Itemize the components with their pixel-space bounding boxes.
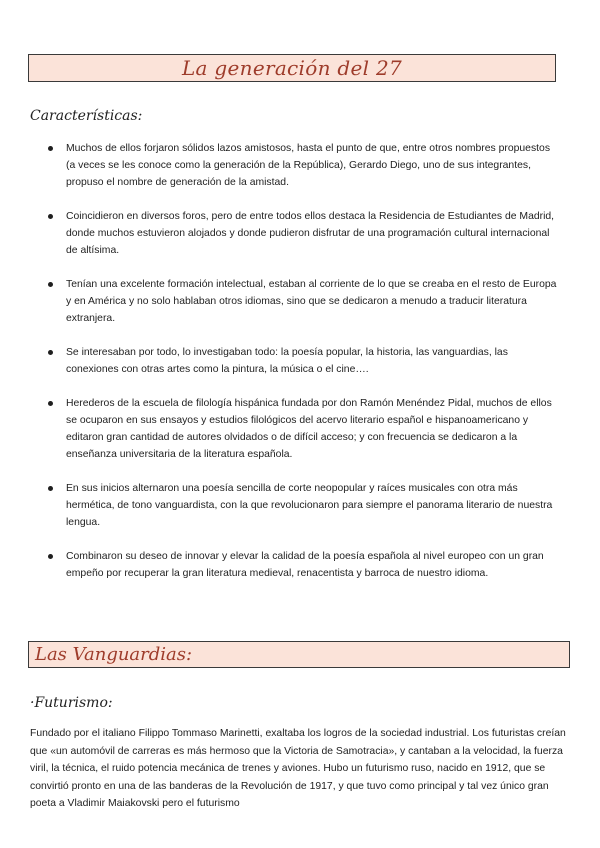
characteristics-list [42, 140, 562, 599]
list-item-text: En sus inicios alternaron una poesía sencilla de corte neopopular y raíces musicales con otra más hermética, de tono vanguardista, con la que revolucionaron para siempre el panorama literario de nuestra lengua. [66, 483, 553, 528]
bullet-dot-icon [48, 350, 53, 355]
section-title: Las Vanguardias: [35, 644, 193, 665]
bullet-dot-icon [48, 282, 53, 287]
list-item [42, 276, 562, 327]
list-item-text: Muchos de ellos forjaron sólidos lazos amistosos, hasta el punto de que, entre otros nombres propuestos (a veces se les conoce como la generación de la República), Gerardo Diego, uno de sus integrantes, propuso el nombre de generación de la amistad. [66, 143, 551, 188]
bullet-dot-icon [48, 146, 53, 151]
characteristics-heading: Características: [30, 108, 143, 124]
list-item [42, 344, 562, 378]
list-item [42, 395, 562, 463]
bullet-dot-icon [48, 486, 53, 491]
futurismo-heading: ·Futurismo: [30, 695, 113, 711]
list-item [42, 140, 562, 191]
futurismo-paragraph: Fundado por el italiano Filippo Tommaso Marinetti, exaltaba los logros de la sociedad industrial. Los futuristas creían que «un automóvil de carreras es más hermoso que la Victoria de Samotracia», y cantaban a la velocidad, la fuerza viril, la técnica, el ruido potencia mecánica de trenes y aviones. Hubo un futurismo ruso, nacido en 1912, que se convirtió pronto en una de las banderas de la Revolución de 1917, y que tuvo como principal y tal vez único gran poeta a Vladimir Maiakovski pero el futurismo [30, 728, 566, 810]
list-item [42, 208, 562, 259]
page-title: La generación del 27 [181, 56, 403, 80]
list-item [42, 480, 562, 531]
list-item [42, 548, 562, 582]
list-item-text: Herederos de la escuela de filología hispánica fundada por don Ramón Menéndez Pidal, muchos de ellos se ocuparon en sus ensayos y estudios filológicos del acervo literario español e hispanoamericano y editaron gran cantidad de autores olvidados o de difícil acceso; y con frecuencia se dedicaron a la enseñanza universitaria de la literatura española. [66, 398, 552, 460]
title-box [28, 54, 556, 82]
bullet-dot-icon [48, 401, 53, 406]
list-item-text: Combinaron su deseo de innovar y elevar la calidad de la poesía española al nivel europeo con un gran empeño por recuperar la gran literatura medieval, renacentista y barroca de nuestro idioma. [66, 551, 544, 579]
bullet-dot-icon [48, 214, 53, 219]
section-title-box [28, 641, 570, 668]
list-item-text: Tenían una excelente formación intelectual, estaban al corriente de lo que se creaba en el resto de Europa y en América y no solo hablaban otros idiomas, sino que se dedicaron a menudo a traducir literatura extranjera. [66, 279, 557, 324]
list-item-text: Coincidieron en diversos foros, pero de entre todos ellos destaca la Residencia de Estudiantes de Madrid, donde muchos estuvieron alojados y donde pudieron disfrutar de una programación cultural internacional de altísima. [66, 211, 555, 256]
bullet-dot-icon [48, 554, 53, 559]
list-item-text: Se interesaban por todo, lo investigaban todo: la poesía popular, la historia, las vanguardias, las conexiones con otras artes como la pintura, la música o el cine…. [66, 347, 508, 375]
